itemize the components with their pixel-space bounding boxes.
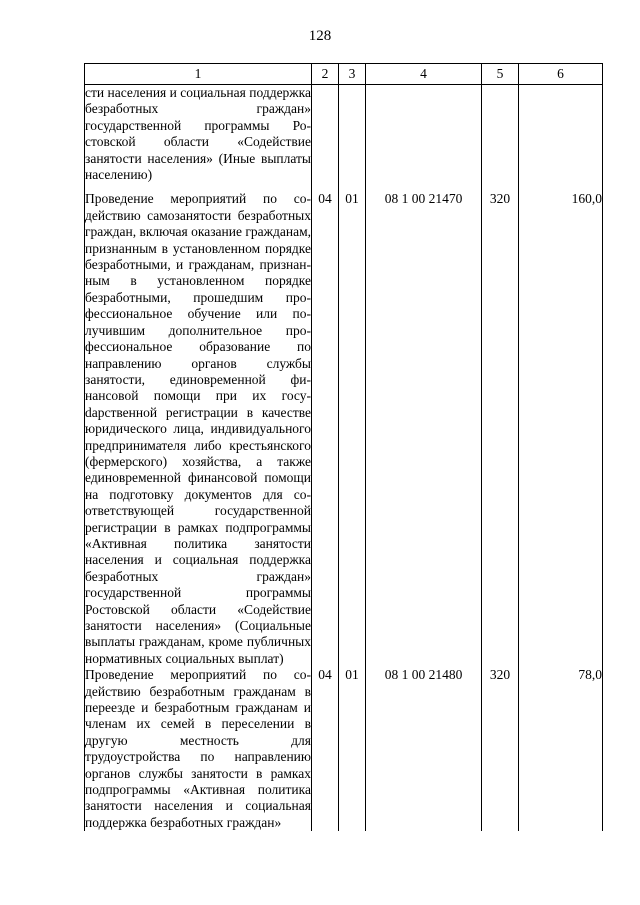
row-expense-type: 320 [482, 191, 519, 667]
row-expense-type: 320 [482, 667, 519, 831]
row-subsection: 01 [339, 667, 366, 831]
row-target-item: 08 1 00 21480 [366, 667, 482, 831]
column-header-5: 5 [482, 64, 519, 85]
page-number: 128 [308, 28, 332, 44]
budget-table [84, 63, 603, 831]
row-section: 04 [312, 667, 339, 831]
column-header-1: 1 [85, 64, 312, 85]
column-header-6: 6 [519, 64, 603, 85]
row-amount [519, 85, 603, 192]
row-section: 04 [312, 191, 339, 667]
row-amount: 160,0 [519, 191, 603, 667]
table-header-row [85, 64, 603, 85]
column-header-3: 3 [339, 64, 366, 85]
row-description: сти населения и социальная поддержка безработных граждан» государственной программы Ростовской области «Содействие занятости населения» (Иные выплаты населению) [85, 85, 312, 192]
row-expense-type [482, 85, 519, 192]
row-target-item: 08 1 00 21470 [366, 191, 482, 667]
table-row [85, 191, 603, 667]
row-section [312, 85, 339, 192]
column-header-4: 4 [366, 64, 482, 85]
table-row [85, 85, 603, 192]
row-description: Проведение мероприятий по содействию самозанятости безработных граждан, включая оказание гражданам, признанным в установленном порядке безработными, и гражданам, признанным в установленном порядке безработными, прошедшим профессиональное обучение или получившим дополнительное профессиональное образование по направлению органов службы занятости, единовременной финансовой помощи при их госуdарственной регистрации в качестве юридического лица, индивидуального предпринимателя либо крестьянского (фермерского) хозяйства, а также единовременной финансовой помощи на подготовку документов для соответствующей государственной регистрации в рамках подпрограммы «Активная политика занятости населения и социальная поддержка безработных граждан» государственной программы Ростовской области «Содействие занятости населения» (Социальные выплаты гражданам, кроме публичных нормативных социальных выплат) [85, 191, 311, 666]
row-description: Проведение мероприятий по содействию безработным гражданам в переезде и безработным гражданам и членам их семей в переселении в другую местность для трудоустройства по направлению органов службы занятости в рамках подпрограммы «Активная политика занятости населения и социальная поддержка безработных граждан» [85, 667, 311, 830]
row-amount: 78,0 [519, 667, 603, 831]
row-subsection [339, 85, 366, 192]
row-subsection: 01 [339, 191, 366, 667]
row-target-item [366, 85, 482, 192]
table-row [85, 667, 603, 831]
column-header-2: 2 [312, 64, 339, 85]
